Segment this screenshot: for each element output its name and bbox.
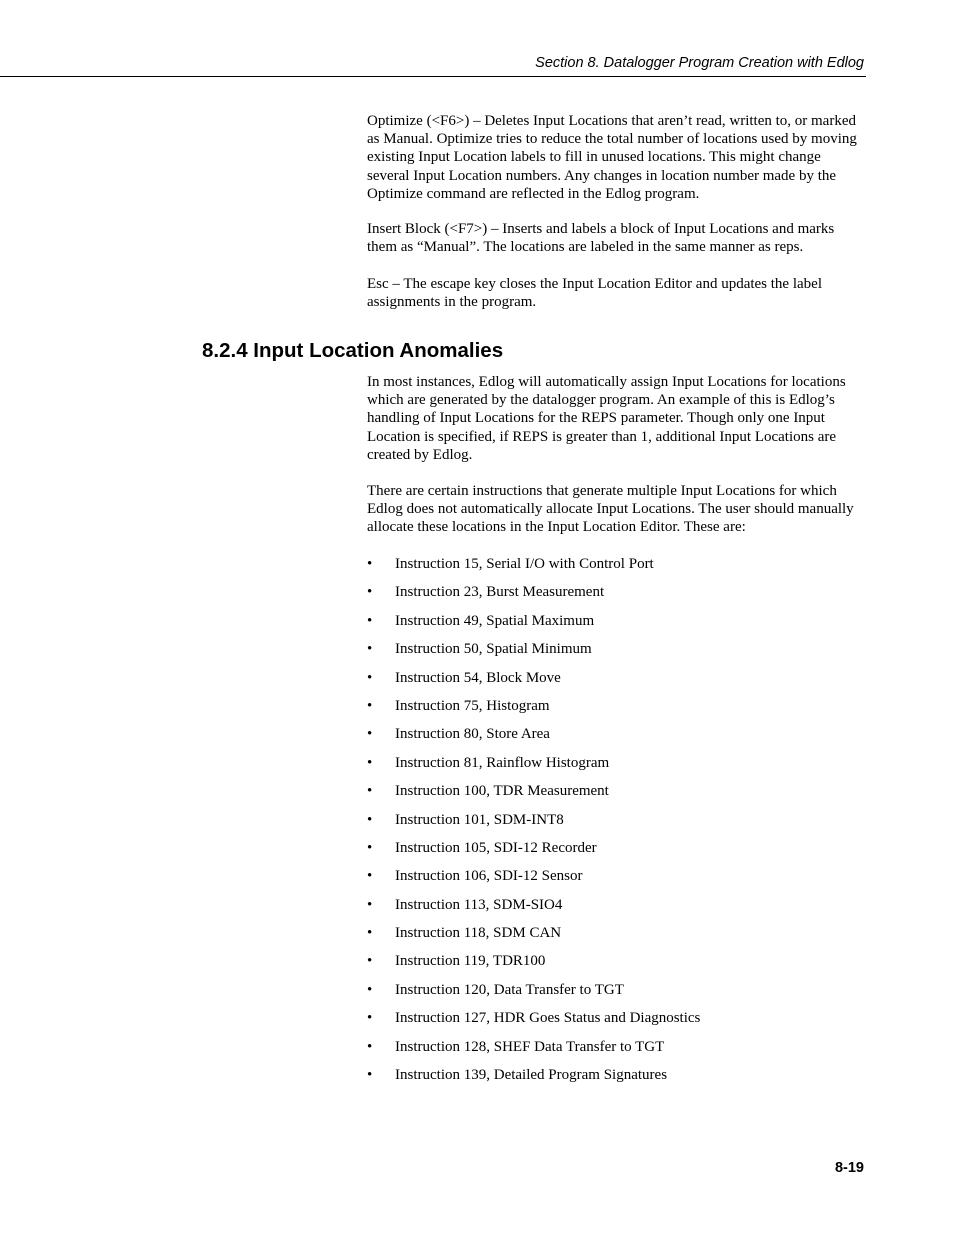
bullet-icon: • (367, 556, 373, 572)
bullet-icon: • (367, 697, 373, 714)
anomalies-paragraph-block (367, 373, 863, 464)
instruction-text: Instruction 113, SDM-SIO4 (395, 896, 563, 913)
bullet-icon: • (367, 953, 373, 970)
running-header: Section 8. Datalogger Program Creation with Edlog (535, 55, 864, 71)
instruction-text: Instruction 118, SDM CAN (395, 925, 562, 942)
insert-block-paragraph: Insert Block (<F7>) – Inserts and labels a block of Input Locations and marks them as “Manual”. The locations are labeled in the same manner as reps. (367, 221, 835, 256)
bullet-icon: • (367, 981, 373, 998)
bullet-icon: • (367, 868, 373, 885)
bullet-icon: • (367, 584, 373, 601)
instruction-text: Instruction 128, SHEF Data Transfer to TGT (395, 1038, 665, 1055)
instruction-text: Instruction 15, Serial I/O with Control Port (395, 556, 654, 572)
bullet-icon: • (367, 669, 373, 686)
instruction-text: Instruction 100, TDR Measurement (395, 783, 609, 800)
instruction-text: Instruction 49, Spatial Maximum (395, 612, 595, 629)
instruction-text: Instruction 127, HDR Goes Status and Diagnostics (395, 1010, 701, 1027)
instruction-text: Instruction 75, Histogram (395, 697, 550, 714)
bullet-icon: • (367, 896, 373, 913)
esc-paragraph: Esc – The escape key closes the Input Location Editor and updates the label assignments in the program. (367, 276, 822, 311)
instructions-intro-paragraph: There are certain instructions that generate multiple Input Locations for which Edlog does not automatically allocate Input Locations. The user should manually allocate these locations in the Input Location Editor. These are: (367, 483, 854, 536)
bullet-icon: • (367, 641, 373, 658)
optimize-paragraph-block (367, 112, 863, 203)
instructions-paragraph-block (367, 482, 863, 537)
instruction-text: Instruction 81, Rainflow Histogram (395, 754, 610, 771)
instruction-text: Instruction 50, Spatial Minimum (395, 641, 592, 658)
instruction-text: Instruction 80, Store Area (395, 726, 550, 743)
esc-paragraph-block (367, 275, 863, 311)
optimize-paragraph: Optimize (<F6>) – Deletes Input Locations that aren’t read, written to, or marked as Manual. Optimize tries to reduce the total number of locations used by moving existing Input Location labels to fill in unused locations. This might change several Input Location numbers. Any changes in location number made by the Optimize command are reflected in the Edlog program. (367, 113, 857, 202)
instruction-text: Instruction 106, SDI-12 Sensor (395, 868, 583, 885)
bullet-icon: • (367, 1067, 373, 1084)
bullet-icon: • (367, 839, 373, 856)
instruction-text: Instruction 54, Block Move (395, 669, 561, 686)
bullet-icon: • (367, 1010, 373, 1027)
bullet-icon: • (367, 754, 373, 771)
instruction-text: Instruction 101, SDM-INT8 (395, 811, 564, 828)
instruction-text: Instruction 119, TDR100 (395, 953, 546, 970)
bullet-icon: • (367, 612, 373, 629)
bullet-icon: • (367, 925, 373, 942)
page-number: 8-19 (834, 1160, 864, 1176)
anomalies-intro-paragraph: In most instances, Edlog will automatically assign Input Locations for locations which are generated by the datalogger program. An example of this is Edlog’s handling of Input Locations for the REPS parameter. Though only one Input Location is specified, if REPS is greater than 1, additional Input Locations are created by Edlog. (367, 374, 846, 463)
instruction-text: Instruction 139, Detailed Program Signatures (395, 1067, 668, 1084)
instruction-text: Instruction 105, SDI-12 Recorder (395, 839, 597, 856)
section-heading: 8.2.4 Input Location Anomalies (202, 339, 504, 362)
instruction-text: Instruction 120, Data Transfer to TGT (395, 981, 624, 998)
bullet-icon: • (367, 783, 373, 800)
header-divider (0, 76, 866, 77)
bullet-icon: • (367, 726, 373, 743)
bullet-icon: • (367, 1038, 373, 1055)
insert-block-paragraph-block (367, 220, 863, 256)
instruction-text: Instruction 23, Burst Measurement (395, 584, 605, 601)
bullet-icon: • (367, 811, 373, 828)
